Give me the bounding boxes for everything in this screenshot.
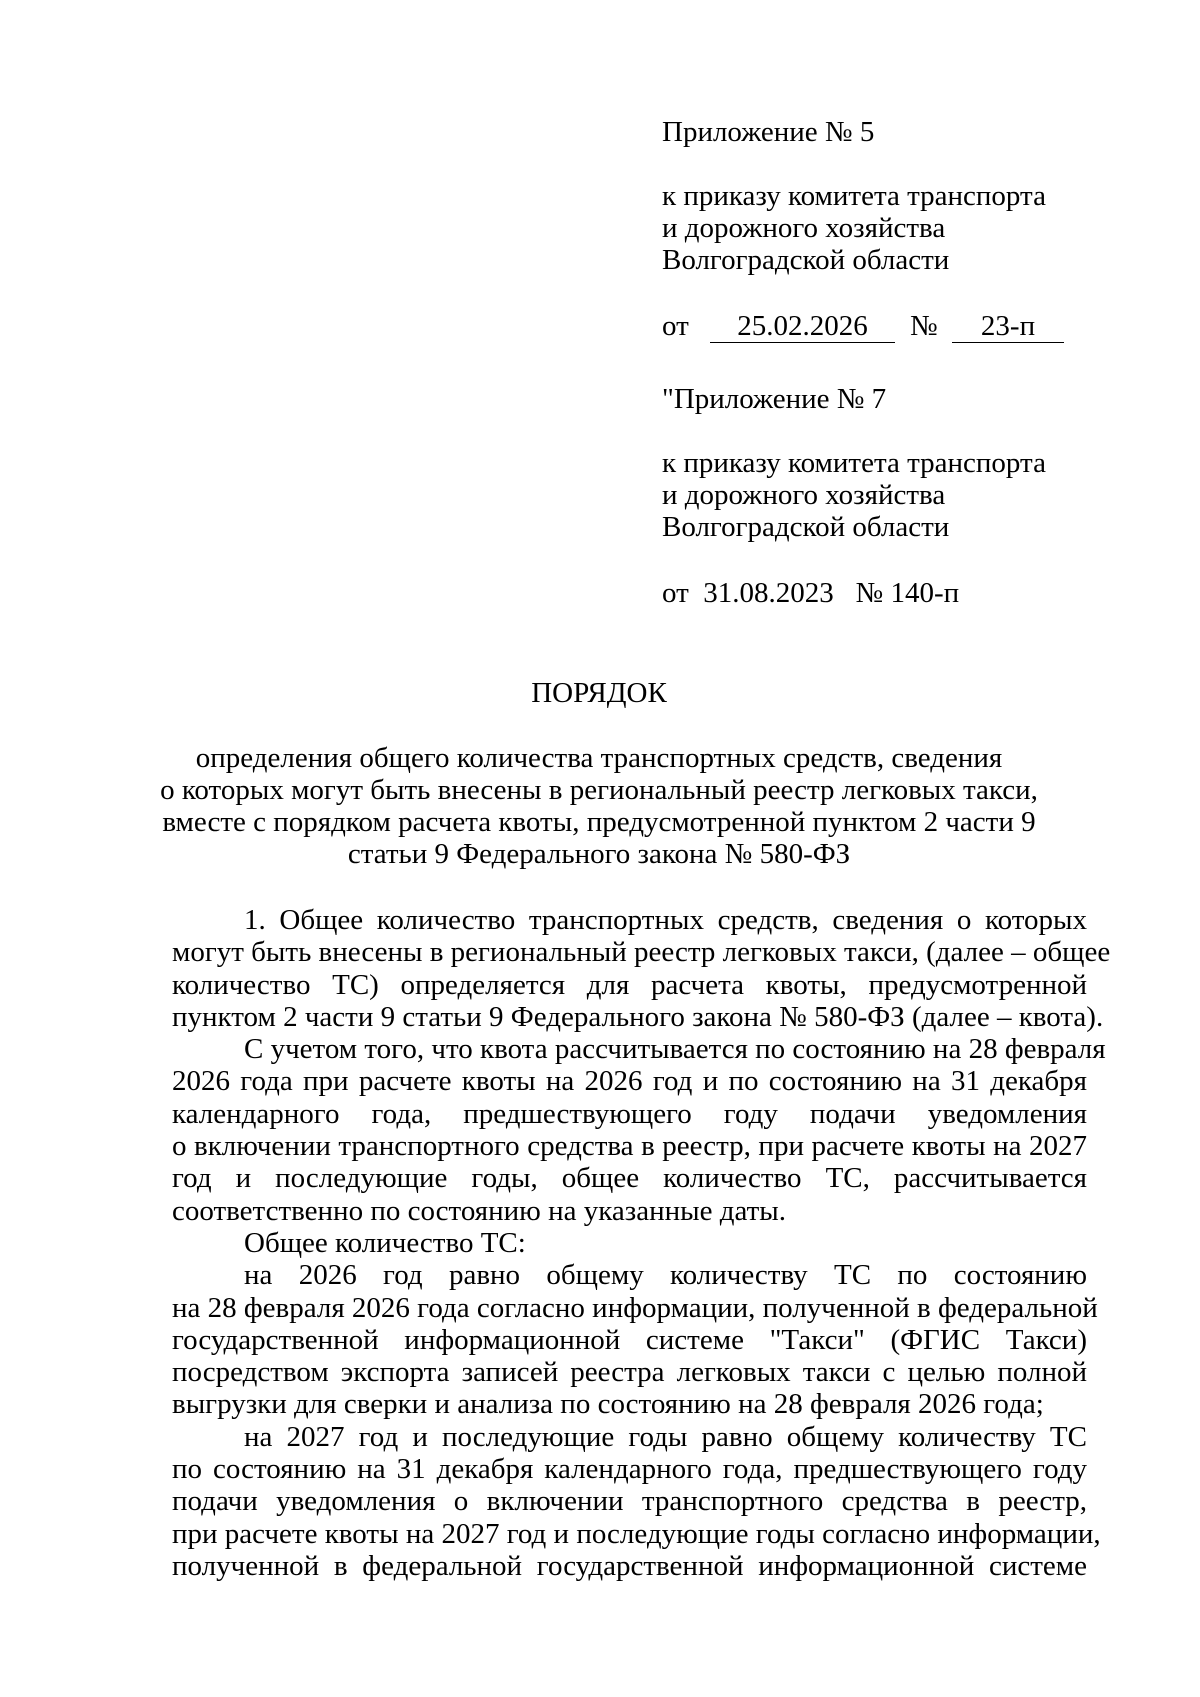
subtitle-line-1: определения общего количества транспортных средств, сведения <box>195 742 1003 774</box>
order-number: 23-п <box>952 310 1064 343</box>
body-line: на 2026 год равно общему количеству ТС по состоянию <box>244 1259 1087 1292</box>
to-order-line-3: Волгоградской области <box>662 244 950 276</box>
body-line: Общее количество ТС: <box>244 1226 526 1259</box>
order-date: 25.02.2026 <box>710 310 895 343</box>
body-line: на 2027 год и последующие годы равно общему количеству ТС <box>244 1420 1087 1453</box>
body-line: могут быть внесены в региональный реестр легковых такси, (далее – общее <box>172 936 1111 969</box>
from-label: от <box>662 310 689 342</box>
body-line: полученной в федеральной государственной информационной системе <box>172 1549 1087 1582</box>
quoted-to-order-line-1: к приказу комитета транспорта <box>662 447 1046 479</box>
to-order-line-1: к приказу комитета транспорта <box>662 180 1046 212</box>
appendix-label: Приложение № 5 <box>662 116 875 148</box>
quoted-to-order-line-3: Волгоградской области <box>662 511 950 543</box>
body-line: календарного года, предшествующего году подачи уведомления <box>172 1097 1087 1130</box>
body-text <box>172 904 1111 1582</box>
number-sign: № <box>910 310 938 342</box>
body-line: соответственно по состоянию на указанные даты. <box>172 1194 786 1227</box>
document-title: ПОРЯДОК <box>531 677 667 709</box>
body-line: С учетом того, что квота рассчитывается по состоянию на 28 февраля <box>244 1033 1106 1066</box>
quoted-to-order-line-2: и дорожного хозяйства <box>662 479 946 511</box>
body-line: 2026 года при расчете квоты на 2026 год и по состоянию на 31 декабря <box>172 1065 1087 1098</box>
body-line: пунктом 2 части 9 статьи 9 Федерального закона № 580-ФЗ (далее – квота). <box>172 1000 1104 1033</box>
body-line: о включении транспортного средства в реестр, при расчете квоты на 2027 <box>172 1130 1087 1163</box>
body-line: подачи уведомления о включении транспортного средства в реестр, <box>172 1485 1087 1518</box>
body-line: государственной информационной системе "Такси" (ФГИС Такси) <box>172 1323 1087 1356</box>
body-line: выгрузки для сверки и анализа по состоянию на 28 февраля 2026 года; <box>172 1388 1044 1421</box>
body-line: посредством экспорта записей реестра легковых такси с целью полной <box>172 1356 1087 1389</box>
to-order-line-2: и дорожного хозяйства <box>662 212 946 244</box>
body-line: по состоянию на 31 декабря календарного года, предшествующего году <box>172 1453 1087 1486</box>
body-line: год и последующие годы, общее количество ТС, рассчитывается <box>172 1162 1087 1195</box>
body-line: на 28 февраля 2026 года согласно информации, полученной в федеральной <box>172 1291 1098 1324</box>
subtitle-line-2: о которых могут быть внесены в региональный реестр легковых такси, <box>160 774 1038 806</box>
body-line: количество ТС) определяется для расчета квоты, предусмотренной <box>172 968 1087 1001</box>
body-line: 1. Общее количество транспортных средств, сведения о которых <box>244 904 1087 936</box>
quoted-from-line: от 31.08.2023 № 140-п <box>662 577 960 609</box>
body-line: при расчете квоты на 2027 год и последующие годы согласно информации, <box>172 1517 1101 1550</box>
quoted-appendix-label: "Приложение № 7 <box>662 383 887 415</box>
subtitle-line-4: статьи 9 Федерального закона № 580-ФЗ <box>347 838 851 870</box>
subtitle-line-3: вместе с порядком расчета квоты, предусмотренной пунктом 2 части 9 <box>162 806 1036 838</box>
